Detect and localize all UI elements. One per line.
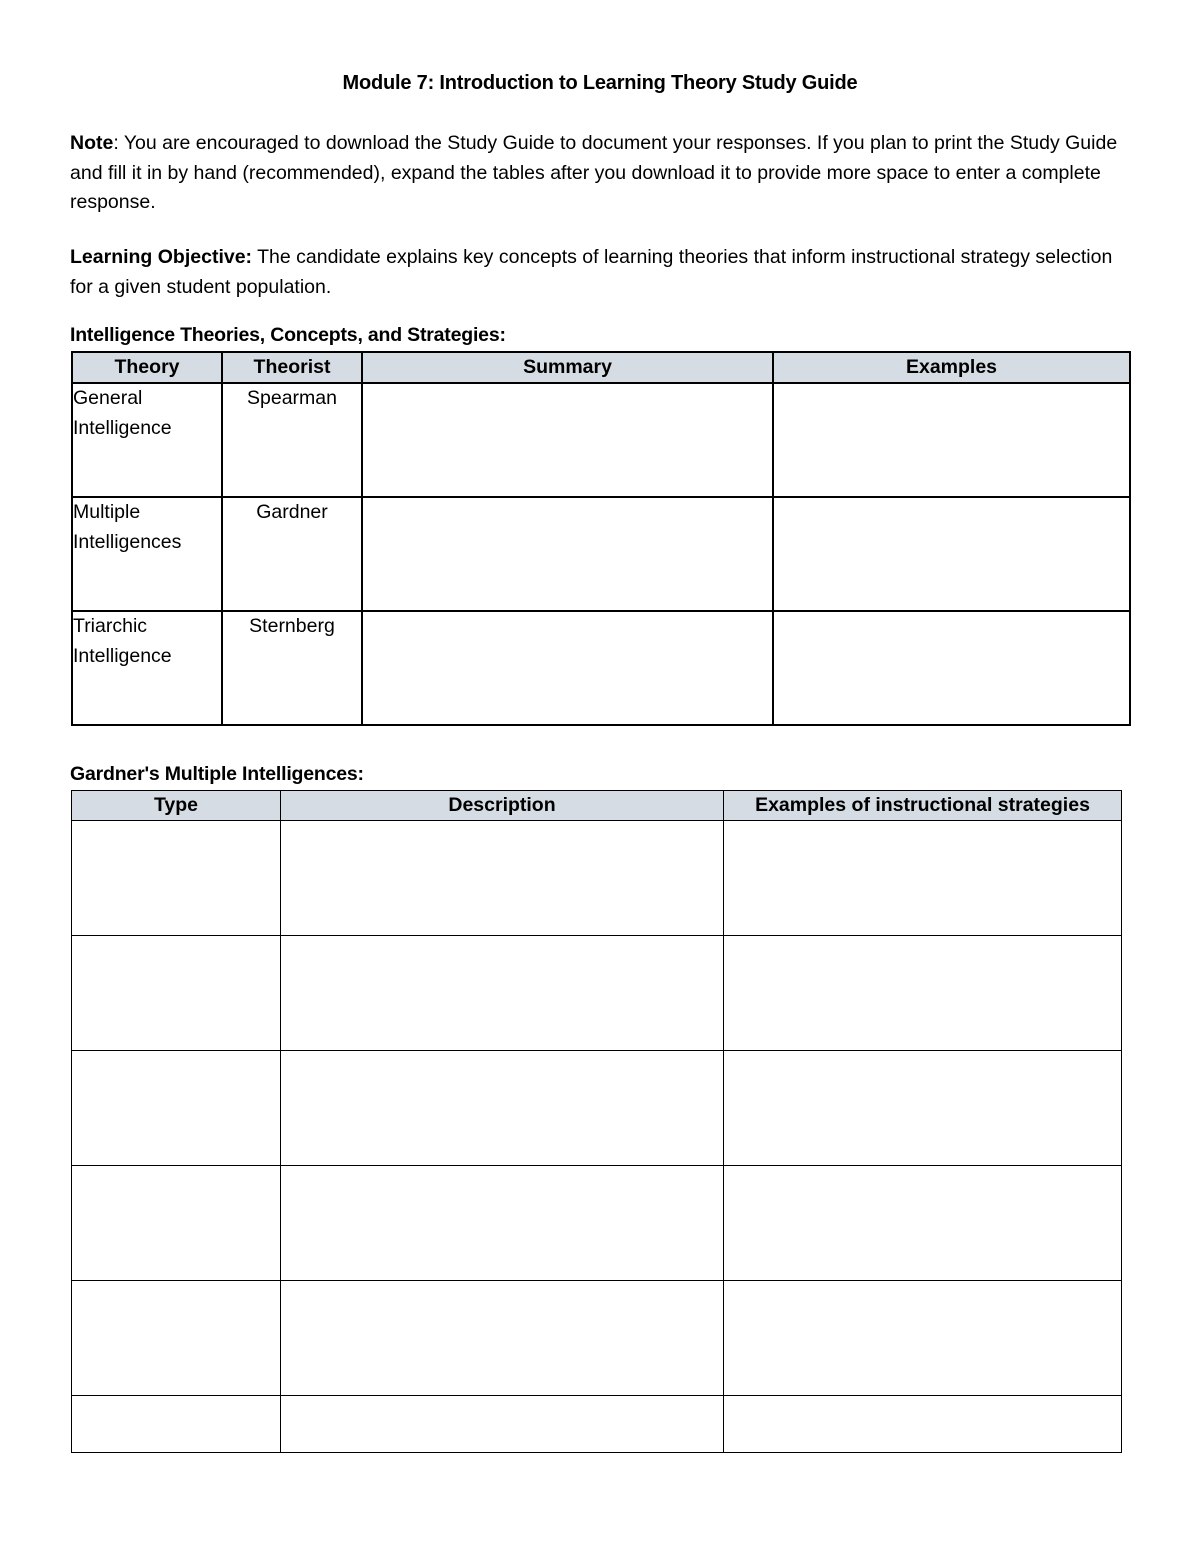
description-cell[interactable] (281, 936, 724, 1051)
objective-label: Learning Objective: (70, 246, 253, 268)
table-row (72, 1281, 1122, 1396)
table-row (72, 1396, 1122, 1453)
type-cell[interactable] (72, 1396, 281, 1453)
type-cell[interactable] (72, 936, 281, 1051)
description-cell[interactable] (281, 1051, 724, 1166)
theorist-cell: Spearman (222, 383, 362, 497)
examples-cell[interactable] (773, 611, 1130, 725)
table-row (72, 611, 1130, 725)
strategies-cell[interactable] (724, 1051, 1122, 1166)
table-row (72, 1166, 1122, 1281)
note-label: Note (70, 132, 114, 154)
note-paragraph (70, 129, 1130, 218)
table-row (72, 821, 1122, 936)
type-cell[interactable] (72, 1281, 281, 1396)
header-examples: Examples (773, 352, 1130, 383)
theorist-cell: Sternberg (222, 611, 362, 725)
strategies-cell[interactable] (724, 1166, 1122, 1281)
header-theory: Theory (72, 352, 222, 383)
examples-cell[interactable] (773, 497, 1130, 611)
description-cell[interactable] (281, 1166, 724, 1281)
summary-cell[interactable] (362, 383, 773, 497)
learning-objective-paragraph (70, 243, 1130, 302)
header-type: Type (72, 791, 281, 821)
theory-cell: Multiple Intelligences (72, 497, 222, 611)
strategies-cell[interactable] (724, 936, 1122, 1051)
strategies-cell[interactable] (724, 1396, 1122, 1453)
intelligence-theories-table (71, 351, 1131, 726)
type-cell[interactable] (72, 1051, 281, 1166)
strategies-cell[interactable] (724, 1281, 1122, 1396)
examples-cell[interactable] (773, 383, 1130, 497)
theory-cell: Triarchic Intelligence (72, 611, 222, 725)
header-theorist: Theorist (222, 352, 362, 383)
objective-text: The candidate explains key concepts of learning theories that inform instructional strategy selection for a given student population. (70, 246, 1113, 298)
gardner-table-heading: Gardner's Multiple Intelligences: (70, 763, 364, 785)
table-row (72, 383, 1130, 497)
table-header-row (72, 791, 1122, 821)
gardner-intelligences-table (71, 790, 1122, 1453)
description-cell[interactable] (281, 1396, 724, 1453)
header-strategies: Examples of instructional strategies (724, 791, 1122, 821)
description-cell[interactable] (281, 1281, 724, 1396)
header-summary: Summary (362, 352, 773, 383)
header-description: Description (281, 791, 724, 821)
type-cell[interactable] (72, 1166, 281, 1281)
table-row (72, 936, 1122, 1051)
intelligence-table-heading: Intelligence Theories, Concepts, and Strategies: (70, 324, 506, 346)
summary-cell[interactable] (362, 497, 773, 611)
document-title: Module 7: Introduction to Learning Theory Study Guide (342, 72, 858, 94)
strategies-cell[interactable] (724, 821, 1122, 936)
note-text: : You are encouraged to download the Study Guide to document your responses. If you plan to print the Study Guide and fill it in by hand (recommended), expand the tables after you download it to provide more space to enter a complete response. (70, 132, 1118, 213)
table-header-row (72, 352, 1130, 383)
theory-cell: General Intelligence (72, 383, 222, 497)
description-cell[interactable] (281, 821, 724, 936)
theorist-cell: Gardner (222, 497, 362, 611)
table-row (72, 497, 1130, 611)
summary-cell[interactable] (362, 611, 773, 725)
table-row (72, 1051, 1122, 1166)
type-cell[interactable] (72, 821, 281, 936)
